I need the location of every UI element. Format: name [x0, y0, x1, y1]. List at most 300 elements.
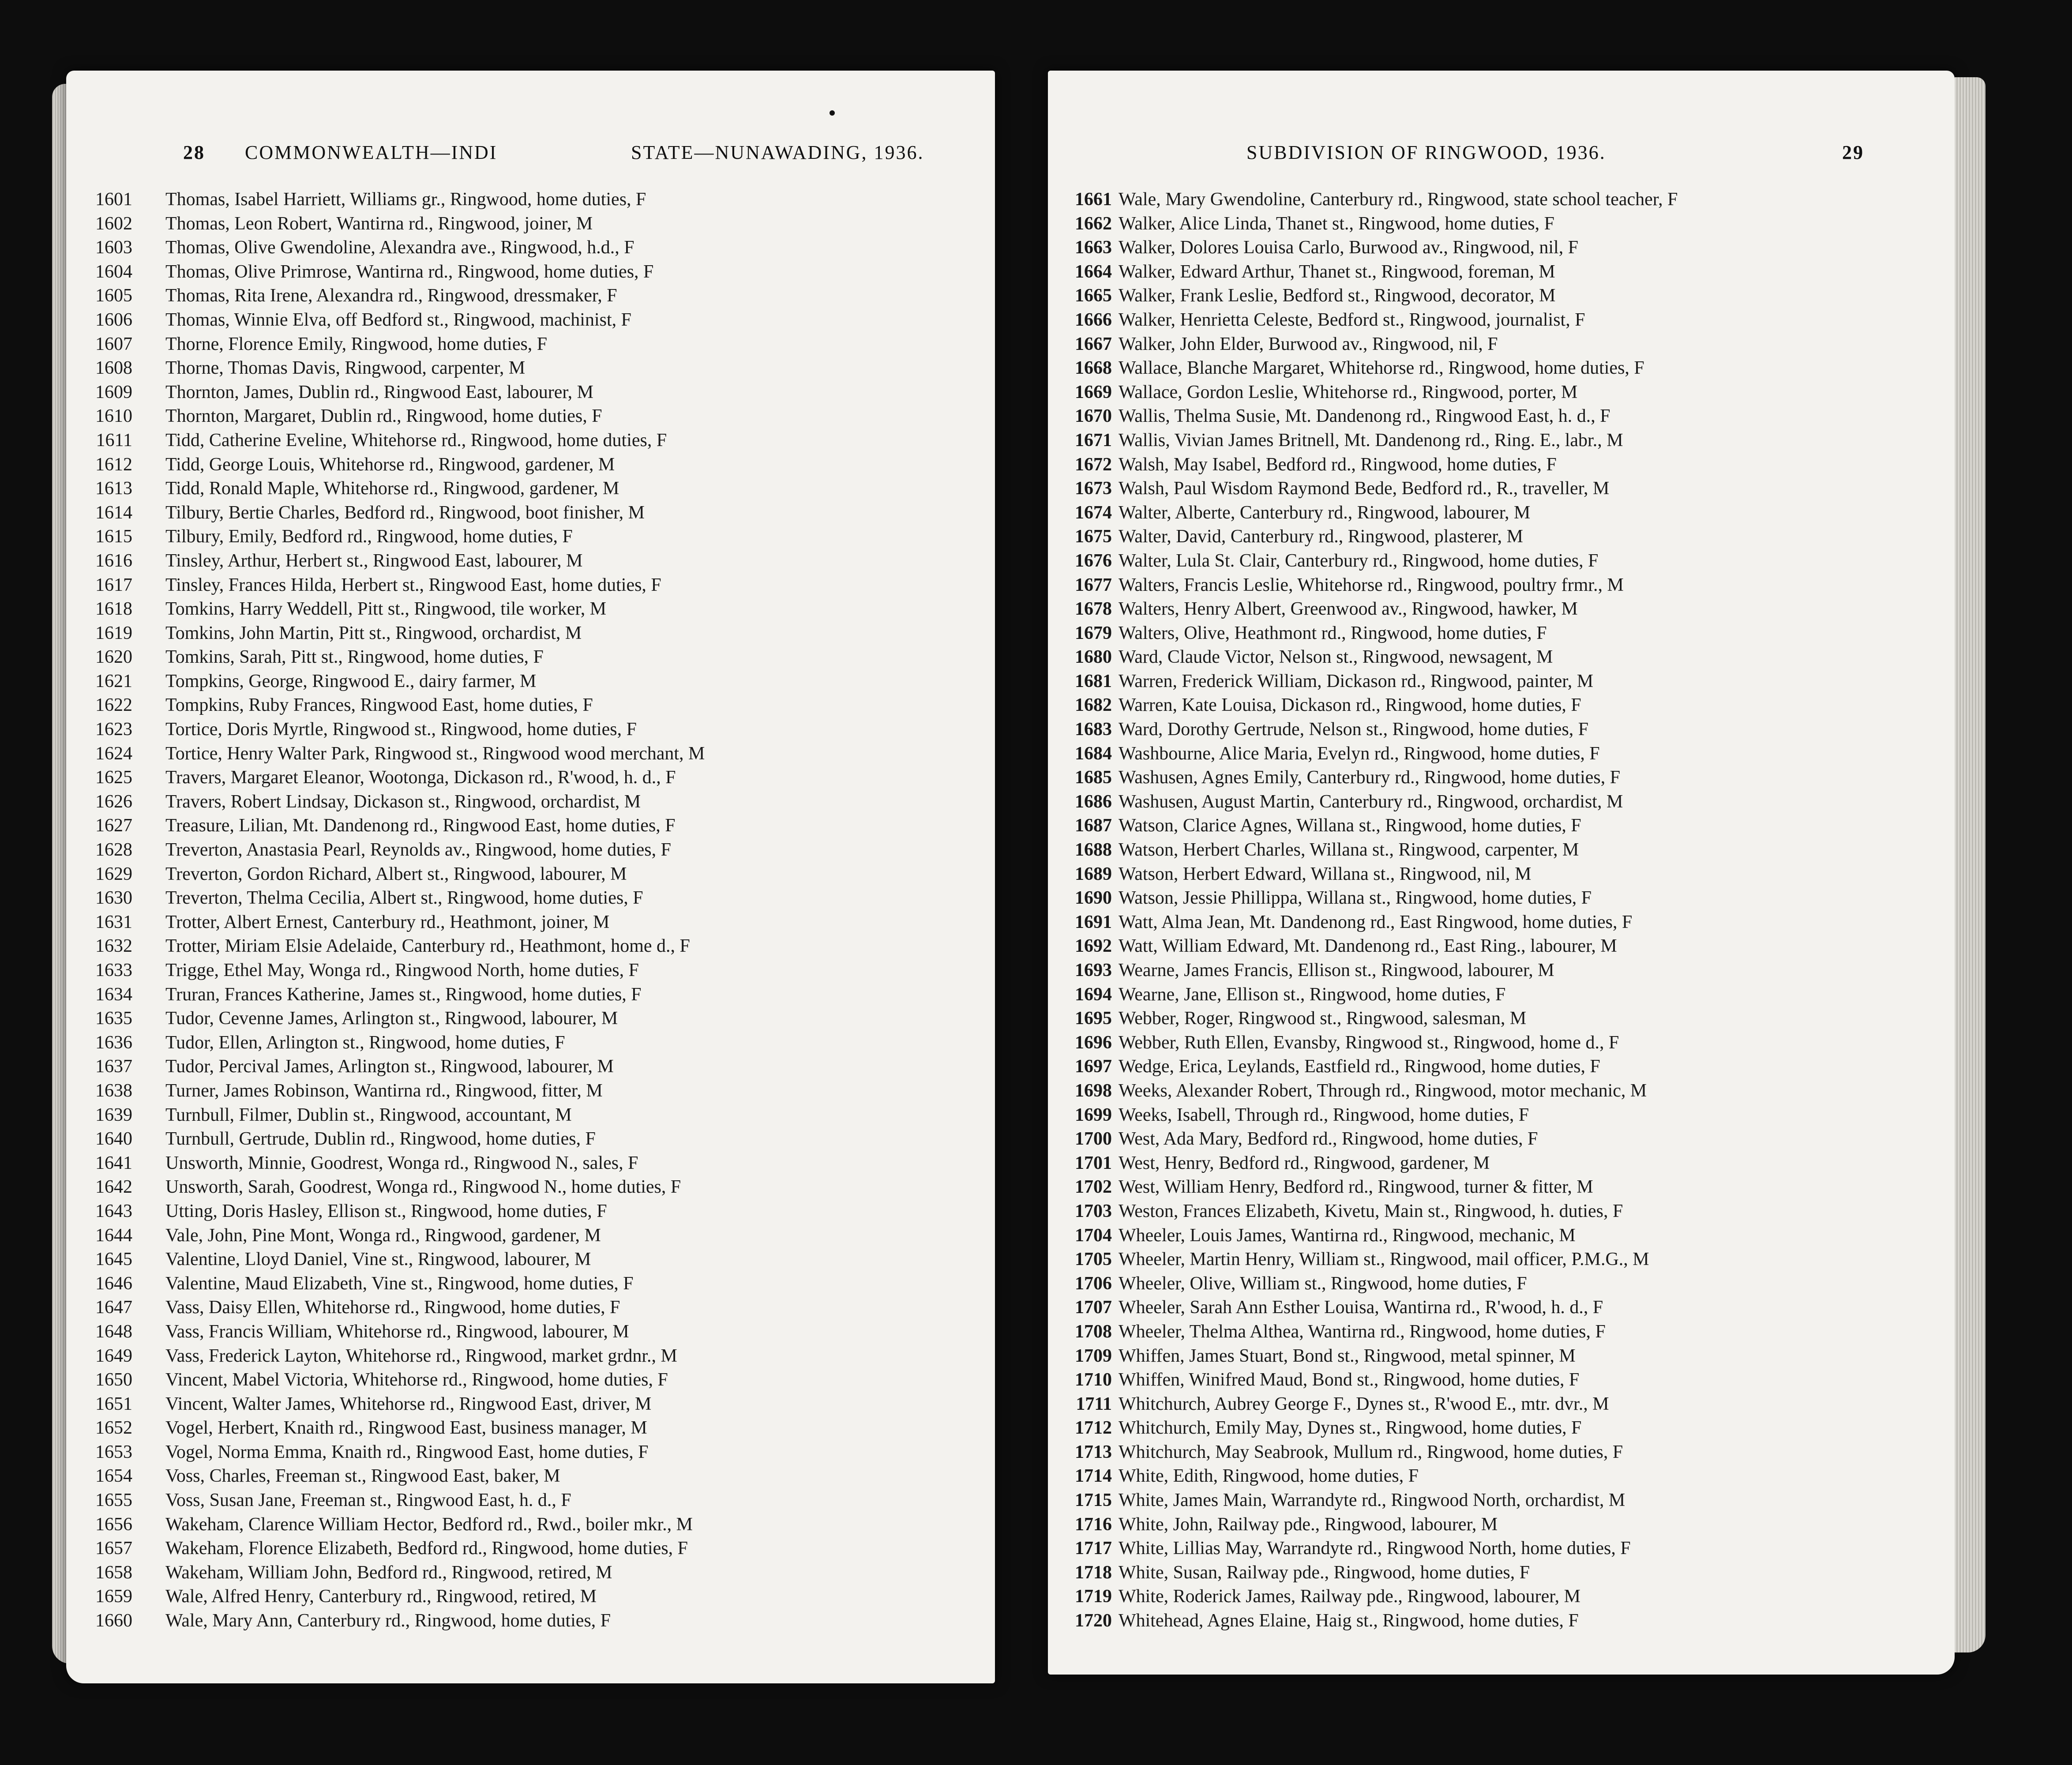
list-item	[1048, 1247, 1955, 1272]
list-item	[66, 453, 995, 477]
entry-text: Walters, Francis Leslie, Whitehorse rd., Ringwood, poultry frmr., M	[1119, 575, 1624, 595]
entry-number: 1688	[1075, 840, 1112, 860]
entry-number: 1645	[95, 1249, 132, 1270]
list-item	[1048, 428, 1955, 453]
list-item	[66, 1151, 995, 1175]
list-item	[1048, 1127, 1955, 1151]
list-item	[1048, 284, 1955, 308]
list-item	[1048, 693, 1955, 717]
entry-number: 1684	[1075, 743, 1112, 764]
entry-text: Walker, Henrietta Celeste, Bedford st., Ringwood, journalist, F	[1119, 309, 1585, 330]
entry-number: 1623	[95, 719, 132, 740]
left-entry-list	[66, 188, 995, 1633]
list-item	[1048, 404, 1955, 428]
entry-text: Tudor, Cevenne James, Arlington st., Ringwood, labourer, M	[165, 1008, 618, 1029]
entry-number: 1674	[1075, 502, 1112, 523]
entry-text: Walker, Edward Arthur, Thanet st., Ringwood, foreman, M	[1119, 261, 1555, 282]
entry-text: Watson, Jessie Phillippa, Willana st., Ringwood, home duties, F	[1119, 888, 1592, 909]
entry-text: Watt, William Edward, Mt. Dandenong rd., East Ring., labourer, M	[1119, 936, 1617, 957]
entry-number: 1689	[1075, 864, 1112, 884]
entry-text: Tilbury, Bertie Charles, Bedford rd., Ringwood, boot finisher, M	[165, 502, 645, 523]
list-item	[1048, 1151, 1955, 1175]
list-item	[1048, 1006, 1955, 1031]
list-item	[66, 621, 995, 646]
entry-text: Tortice, Henry Walter Park, Ringwood st., Ringwood wood merchant, M	[165, 743, 705, 764]
list-item	[66, 501, 995, 525]
entry-number: 1631	[95, 912, 132, 932]
list-item	[66, 549, 995, 573]
entry-text: Vincent, Walter James, Whitehorse rd., Ringwood East, driver, M	[165, 1393, 652, 1414]
entry-text: White, Roderick James, Railway pde., Ringwood, labourer, M	[1119, 1586, 1580, 1607]
entry-text: Watson, Clarice Agnes, Willana st., Ringwood, home duties, F	[1119, 815, 1581, 836]
entry-number: 1685	[1075, 767, 1112, 788]
entry-text: Wakeham, William John, Bedford rd., Ringwood, retired, M	[165, 1562, 612, 1583]
list-item	[66, 477, 995, 501]
entry-text: Valentine, Maud Elizabeth, Vine st., Ringwood, home duties, F	[165, 1273, 634, 1294]
entry-number: 1672	[1075, 454, 1112, 475]
entry-number: 1633	[95, 960, 132, 980]
list-item	[1048, 1416, 1955, 1440]
entry-text: Utting, Doris Hasley, Ellison st., Ringwood, home duties, F	[165, 1201, 607, 1221]
entry-text: Turnbull, Gertrude, Dublin rd., Ringwood, home duties, F	[165, 1129, 596, 1149]
entry-number: 1659	[95, 1586, 132, 1607]
entry-number: 1610	[95, 406, 132, 427]
entry-text: Trigge, Ethel May, Wonga rd., Ringwood North, home duties, F	[165, 960, 639, 980]
entry-number: 1666	[1075, 309, 1112, 330]
list-item	[66, 525, 995, 549]
list-item	[66, 886, 995, 910]
entry-number: 1693	[1075, 960, 1112, 980]
entry-text: Thorne, Thomas Davis, Ringwood, carpenter, M	[165, 358, 526, 379]
list-item	[1048, 669, 1955, 694]
entry-number: 1714	[1075, 1466, 1112, 1487]
entry-number: 1604	[95, 261, 132, 282]
list-item	[1048, 549, 1955, 573]
entry-text: Whitehead, Agnes Elaine, Haig st., Ringwood, home duties, F	[1119, 1611, 1579, 1631]
entry-number: 1628	[95, 840, 132, 860]
list-item	[66, 1368, 995, 1392]
entry-text: Tomkins, Sarah, Pitt st., Ringwood, home duties, F	[165, 647, 544, 668]
entry-text: Walter, Lula St. Clair, Canterbury rd., Ringwood, home duties, F	[1119, 550, 1599, 571]
list-item	[66, 597, 995, 621]
list-item	[66, 1031, 995, 1055]
entry-text: Thomas, Isabel Harriett, Williams gr., Ringwood, home duties, F	[165, 189, 646, 210]
list-item	[1048, 308, 1955, 332]
entry-number: 1676	[1075, 550, 1112, 571]
list-item	[1048, 525, 1955, 549]
list-item	[1048, 1320, 1955, 1344]
entry-text: Truran, Frances Katherine, James st., Ringwood, home duties, F	[165, 984, 642, 1005]
list-item	[66, 1392, 995, 1416]
list-item	[1048, 1392, 1955, 1416]
list-item	[1048, 717, 1955, 742]
list-item	[66, 380, 995, 405]
entry-text: Walsh, Paul Wisdom Raymond Bede, Bedford rd., R., traveller, M	[1119, 478, 1610, 499]
entry-number: 1625	[95, 767, 132, 788]
entry-number: 1712	[1075, 1418, 1112, 1438]
entry-number: 1679	[1075, 623, 1112, 643]
entry-number: 1687	[1075, 815, 1112, 836]
list-item	[1048, 1609, 1955, 1633]
list-item	[1048, 1440, 1955, 1465]
entry-text: Thomas, Olive Gwendoline, Alexandra ave., Ringwood, h.d., F	[165, 237, 634, 258]
entry-number: 1609	[95, 382, 132, 402]
left-page	[66, 71, 995, 1683]
entry-text: West, Henry, Bedford rd., Ringwood, gardener, M	[1119, 1153, 1490, 1173]
list-item	[66, 645, 995, 669]
list-item	[1048, 356, 1955, 380]
entry-text: Wakeham, Florence Elizabeth, Bedford rd., Ringwood, home duties, F	[165, 1538, 688, 1559]
list-item	[66, 284, 995, 308]
entry-text: Vass, Frederick Layton, Whitehorse rd., Ringwood, market grdnr., M	[165, 1345, 677, 1366]
list-item	[66, 1103, 995, 1127]
entry-text: Tidd, Catherine Eveline, Whitehorse rd., Ringwood, home duties, F	[165, 430, 667, 451]
entry-number: 1670	[1075, 406, 1112, 427]
entry-number: 1650	[95, 1370, 132, 1390]
entry-number: 1668	[1075, 358, 1112, 379]
entry-number: 1707	[1075, 1297, 1112, 1318]
entry-text: Warren, Kate Louisa, Dickason rd., Ringwood, home duties, F	[1119, 695, 1581, 716]
list-item	[66, 1175, 995, 1199]
entry-number: 1629	[95, 864, 132, 884]
entry-number: 1632	[95, 936, 132, 957]
entry-number: 1675	[1075, 526, 1112, 547]
entry-text: Whiffen, James Stuart, Bond st., Ringwood, metal spinner, M	[1119, 1345, 1576, 1366]
entry-number: 1661	[1075, 189, 1112, 210]
entry-number: 1640	[95, 1129, 132, 1149]
list-item	[1048, 1199, 1955, 1224]
entry-number: 1657	[95, 1538, 132, 1559]
list-item	[1048, 332, 1955, 357]
ink-speck	[830, 110, 835, 116]
entry-number: 1643	[95, 1201, 132, 1221]
list-item	[66, 236, 995, 260]
entry-number: 1702	[1075, 1177, 1112, 1198]
entry-number: 1622	[95, 695, 132, 716]
list-item	[1048, 1031, 1955, 1055]
entry-text: Walker, Frank Leslie, Bedford st., Ringwood, decorator, M	[1119, 285, 1556, 306]
entry-text: Wallis, Vivian James Britnell, Mt. Dandenong rd., Ring. E., labr., M	[1119, 430, 1623, 451]
entry-text: Tinsley, Frances Hilda, Herbert st., Ringwood East, home duties, F	[165, 575, 661, 595]
list-item	[66, 1536, 995, 1561]
entry-text: Wheeler, Olive, William st., Ringwood, home duties, F	[1119, 1273, 1527, 1294]
list-item	[1048, 1344, 1955, 1368]
list-item	[66, 1561, 995, 1585]
entry-number: 1718	[1075, 1562, 1112, 1583]
entry-number: 1703	[1075, 1201, 1112, 1221]
entry-text: Travers, Robert Lindsay, Dickason st., Ringwood, orchardist, M	[165, 791, 641, 812]
list-item	[1048, 260, 1955, 284]
list-item	[1048, 790, 1955, 814]
entry-text: Thomas, Rita Irene, Alexandra rd., Ringwood, dressmaker, F	[165, 285, 617, 306]
entry-number: 1615	[95, 526, 132, 547]
list-item	[1048, 1224, 1955, 1248]
entry-text: Wallis, Thelma Susie, Mt. Dandenong rd., Ringwood East, h. d., F	[1119, 406, 1610, 427]
entry-number: 1717	[1075, 1538, 1112, 1559]
list-item	[66, 1416, 995, 1440]
list-item	[1048, 838, 1955, 862]
entry-text: Tinsley, Arthur, Herbert st., Ringwood East, labourer, M	[165, 550, 583, 571]
entry-text: Voss, Susan Jane, Freeman st., Ringwood East, h. d., F	[165, 1490, 571, 1511]
list-item	[1048, 1175, 1955, 1199]
list-item	[66, 814, 995, 838]
entry-text: Washusen, August Martin, Canterbury rd., Ringwood, orchardist, M	[1119, 791, 1623, 812]
entry-number: 1652	[95, 1418, 132, 1438]
list-item	[66, 790, 995, 814]
right-entry-list	[1048, 188, 1955, 1633]
entry-text: Weeks, Isabell, Through rd., Ringwood, home duties, F	[1119, 1104, 1529, 1125]
entry-text: Thomas, Winnie Elva, off Bedford st., Ringwood, machinist, F	[165, 309, 631, 330]
entry-text: Vogel, Norma Emma, Knaith rd., Ringwood East, home duties, F	[165, 1442, 649, 1462]
list-item	[1048, 862, 1955, 886]
entry-number: 1658	[95, 1562, 132, 1583]
left-page-header	[66, 137, 995, 172]
entry-number: 1630	[95, 888, 132, 909]
entry-number: 1638	[95, 1080, 132, 1101]
entry-number: 1715	[1075, 1490, 1112, 1511]
list-item	[1048, 1536, 1955, 1561]
entry-text: Walter, David, Canterbury rd., Ringwood, plasterer, M	[1119, 526, 1524, 547]
entry-text: Treverton, Anastasia Pearl, Reynolds av., Ringwood, home duties, F	[165, 840, 671, 860]
entry-text: Wedge, Erica, Leylands, Eastfield rd., Ringwood, home duties, F	[1119, 1056, 1600, 1077]
entry-number: 1644	[95, 1225, 132, 1246]
entry-number: 1611	[96, 430, 132, 451]
entry-text: Watt, Alma Jean, Mt. Dandenong rd., East Ringwood, home duties, F	[1119, 912, 1633, 932]
entry-number: 1667	[1075, 334, 1112, 354]
entry-number: 1616	[95, 550, 132, 571]
entry-number: 1613	[95, 478, 132, 499]
entry-number: 1660	[95, 1611, 132, 1631]
entry-number: 1690	[1075, 888, 1112, 909]
entry-text: Wheeler, Louis James, Wantirna rd., Ringwood, mechanic, M	[1119, 1225, 1576, 1246]
entry-number: 1710	[1075, 1370, 1112, 1390]
list-item	[66, 1513, 995, 1537]
list-item	[66, 1272, 995, 1296]
entry-number: 1648	[95, 1321, 132, 1342]
list-item	[66, 983, 995, 1007]
entry-text: Tompkins, Ruby Frances, Ringwood East, home duties, F	[165, 695, 593, 716]
list-item	[66, 862, 995, 886]
entry-number: 1663	[1075, 237, 1112, 258]
list-item	[66, 573, 995, 597]
list-item	[1048, 1079, 1955, 1103]
entry-text: Thorne, Florence Emily, Ringwood, home duties, F	[165, 334, 548, 354]
entry-number: 1671	[1075, 430, 1112, 451]
entry-number: 1653	[95, 1442, 132, 1462]
entry-number: 1678	[1075, 599, 1112, 620]
entry-text: Watson, Herbert Charles, Willana st., Ringwood, carpenter, M	[1119, 840, 1579, 860]
list-item	[1048, 1103, 1955, 1127]
entry-text: Wale, Mary Ann, Canterbury rd., Ringwood, home duties, F	[165, 1611, 611, 1631]
entry-text: Vale, John, Pine Mont, Wonga rd., Ringwood, gardener, M	[165, 1225, 601, 1246]
entry-text: Tompkins, George, Ringwood E., dairy farmer, M	[165, 671, 537, 691]
entry-text: Washusen, Agnes Emily, Canterbury rd., Ringwood, home duties, F	[1119, 767, 1621, 788]
list-item	[1048, 1561, 1955, 1585]
entry-number: 1614	[95, 502, 132, 523]
entry-text: Tudor, Ellen, Arlington st., Ringwood, home duties, F	[165, 1032, 565, 1053]
list-item	[66, 1440, 995, 1465]
entry-text: West, William Henry, Bedford rd., Ringwood, turner & fitter, M	[1119, 1177, 1593, 1198]
list-item	[1048, 477, 1955, 501]
right-page-edge	[1955, 77, 1986, 1652]
entry-text: Treverton, Gordon Richard, Albert st., Ringwood, labourer, M	[165, 864, 627, 884]
list-item	[66, 717, 995, 742]
entry-number: 1665	[1075, 285, 1112, 306]
list-item	[66, 332, 995, 357]
entry-number: 1635	[95, 1008, 132, 1029]
list-item	[66, 693, 995, 717]
entry-number: 1656	[95, 1514, 132, 1535]
entry-number: 1637	[95, 1056, 132, 1077]
entry-number: 1601	[95, 189, 132, 210]
entry-text: Whiffen, Winifred Maud, Bond st., Ringwood, home duties, F	[1119, 1370, 1580, 1390]
list-item	[1048, 958, 1955, 983]
entry-number: 1669	[1075, 382, 1112, 402]
entry-text: White, Edith, Ringwood, home duties, F	[1119, 1466, 1419, 1487]
entry-text: Watson, Herbert Edward, Willana st., Ringwood, nil, M	[1119, 864, 1531, 884]
entry-text: Weston, Frances Elizabeth, Kivetu, Main st., Ringwood, h. duties, F	[1119, 1201, 1623, 1221]
entry-text: Unsworth, Minnie, Goodrest, Wonga rd., Ringwood N., sales, F	[165, 1153, 638, 1173]
list-item	[66, 428, 995, 453]
entry-number: 1711	[1076, 1393, 1112, 1414]
list-item	[66, 188, 995, 212]
left-header-title: COMMONWEALTH—INDI	[245, 142, 498, 163]
entry-number: 1673	[1075, 478, 1112, 499]
entry-number: 1603	[95, 237, 132, 258]
entry-number: 1641	[95, 1153, 132, 1173]
list-item	[1048, 1296, 1955, 1320]
list-item	[66, 1296, 995, 1320]
list-item	[1048, 453, 1955, 477]
list-item	[66, 838, 995, 862]
entry-text: Valentine, Lloyd Daniel, Vine st., Ringwood, labourer, M	[165, 1249, 591, 1270]
list-item	[66, 212, 995, 236]
entry-text: Thornton, James, Dublin rd., Ringwood East, labourer, M	[165, 382, 594, 402]
entry-number: 1704	[1075, 1225, 1112, 1246]
entry-text: White, James Main, Warrandyte rd., Ringwood North, orchardist, M	[1119, 1490, 1625, 1511]
list-item	[1048, 742, 1955, 766]
entry-text: Washbourne, Alice Maria, Evelyn rd., Ringwood, home duties, F	[1119, 743, 1600, 764]
entry-text: Tidd, George Louis, Whitehorse rd., Ringwood, gardener, M	[165, 454, 615, 475]
entry-number: 1634	[95, 984, 132, 1005]
entry-number: 1695	[1075, 1008, 1112, 1029]
entry-text: Unsworth, Sarah, Goodrest, Wonga rd., Ringwood N., home duties, F	[165, 1177, 681, 1198]
list-item	[1048, 1055, 1955, 1079]
right-page-number: 29	[1842, 142, 1864, 163]
entry-number: 1655	[95, 1490, 132, 1511]
entry-text: Vogel, Herbert, Knaith rd., Ringwood East, business manager, M	[165, 1418, 647, 1438]
list-item	[1048, 1488, 1955, 1513]
list-item	[66, 1055, 995, 1079]
entry-text: West, Ada Mary, Bedford rd., Ringwood, home duties, F	[1119, 1129, 1538, 1149]
list-item	[1048, 1513, 1955, 1537]
entry-text: Walters, Henry Albert, Greenwood av., Ringwood, hawker, M	[1119, 599, 1578, 620]
entry-text: Warren, Frederick William, Dickason rd., Ringwood, painter, M	[1119, 671, 1594, 691]
entry-text: Wheeler, Sarah Ann Esther Louisa, Wantirna rd., R'wood, h. d., F	[1119, 1297, 1603, 1318]
list-item	[1048, 380, 1955, 405]
entry-number: 1708	[1075, 1321, 1112, 1342]
entry-number: 1621	[95, 671, 132, 691]
left-page-number: 28	[183, 142, 205, 163]
entry-number: 1682	[1075, 695, 1112, 716]
list-item	[1048, 212, 1955, 236]
entry-number: 1664	[1075, 261, 1112, 282]
list-item	[1048, 1368, 1955, 1392]
entry-number: 1646	[95, 1273, 132, 1294]
entry-text: Tomkins, Harry Weddell, Pitt st., Ringwood, tile worker, M	[165, 599, 607, 620]
list-item	[1048, 814, 1955, 838]
entry-number: 1701	[1075, 1153, 1112, 1173]
list-item	[66, 356, 995, 380]
entry-number: 1719	[1075, 1586, 1112, 1607]
entry-text: Wheeler, Martin Henry, William st., Ringwood, mail officer, P.M.G., M	[1119, 1249, 1649, 1270]
list-item	[66, 742, 995, 766]
entry-number: 1627	[95, 815, 132, 836]
list-item	[66, 308, 995, 332]
entry-text: Turner, James Robinson, Wantirna rd., Ringwood, fitter, M	[165, 1080, 603, 1101]
list-item	[1048, 766, 1955, 790]
entry-number: 1606	[95, 309, 132, 330]
entry-text: Walker, John Elder, Burwood av., Ringwood, nil, F	[1119, 334, 1498, 354]
left-header-subtitle: STATE—NUNAWADING, 1936.	[631, 142, 924, 163]
entry-number: 1626	[95, 791, 132, 812]
entry-number: 1681	[1075, 671, 1112, 691]
list-item	[1048, 645, 1955, 669]
entry-number: 1612	[95, 454, 132, 475]
right-page-header	[1048, 137, 1955, 172]
list-item	[66, 766, 995, 790]
entry-number: 1692	[1075, 936, 1112, 957]
entry-text: Vass, Francis William, Whitehorse rd., Ringwood, labourer, M	[165, 1321, 629, 1342]
entry-text: Walters, Olive, Heathmont rd., Ringwood, home duties, F	[1119, 623, 1547, 643]
entry-number: 1697	[1075, 1056, 1112, 1077]
entry-text: Thomas, Olive Primrose, Wantirna rd., Ringwood, home duties, F	[165, 261, 654, 282]
entry-number: 1698	[1075, 1080, 1112, 1101]
list-item	[1048, 886, 1955, 910]
entry-text: Trotter, Albert Ernest, Canterbury rd., Heathmont, joiner, M	[165, 912, 610, 932]
entry-text: Tidd, Ronald Maple, Whitehorse rd., Ringwood, gardener, M	[165, 478, 619, 499]
entry-text: Tudor, Percival James, Arlington st., Ringwood, labourer, M	[165, 1056, 614, 1077]
entry-text: Webber, Roger, Ringwood st., Ringwood, salesman, M	[1119, 1008, 1527, 1029]
list-item	[66, 1488, 995, 1513]
entry-text: Ward, Dorothy Gertrude, Nelson st., Ringwood, home duties, F	[1119, 719, 1589, 740]
list-item	[1048, 1464, 1955, 1488]
list-item	[66, 1247, 995, 1272]
list-item	[1048, 597, 1955, 621]
entry-text: Webber, Ruth Ellen, Evansby, Ringwood st., Ringwood, home d., F	[1119, 1032, 1619, 1053]
entry-number: 1654	[95, 1466, 132, 1487]
entry-number: 1617	[95, 575, 132, 595]
list-item	[1048, 910, 1955, 935]
entry-number: 1642	[95, 1177, 132, 1198]
entry-number: 1694	[1075, 984, 1112, 1005]
entry-text: Wearne, Jane, Ellison st., Ringwood, home duties, F	[1119, 984, 1506, 1005]
list-item	[1048, 501, 1955, 525]
entry-text: Ward, Claude Victor, Nelson st., Ringwood, newsagent, M	[1119, 647, 1553, 668]
entry-number: 1624	[95, 743, 132, 764]
list-item	[1048, 573, 1955, 597]
entry-text: Whitchurch, May Seabrook, Mullum rd., Ringwood, home duties, F	[1119, 1442, 1623, 1462]
entry-number: 1639	[95, 1104, 132, 1125]
entry-text: Walsh, May Isabel, Bedford rd., Ringwood, home duties, F	[1119, 454, 1557, 475]
list-item	[66, 1006, 995, 1031]
entry-number: 1647	[95, 1297, 132, 1318]
entry-number: 1619	[95, 623, 132, 643]
list-item	[66, 404, 995, 428]
entry-number: 1705	[1075, 1249, 1112, 1270]
entry-number: 1686	[1075, 791, 1112, 812]
list-item	[1048, 188, 1955, 212]
